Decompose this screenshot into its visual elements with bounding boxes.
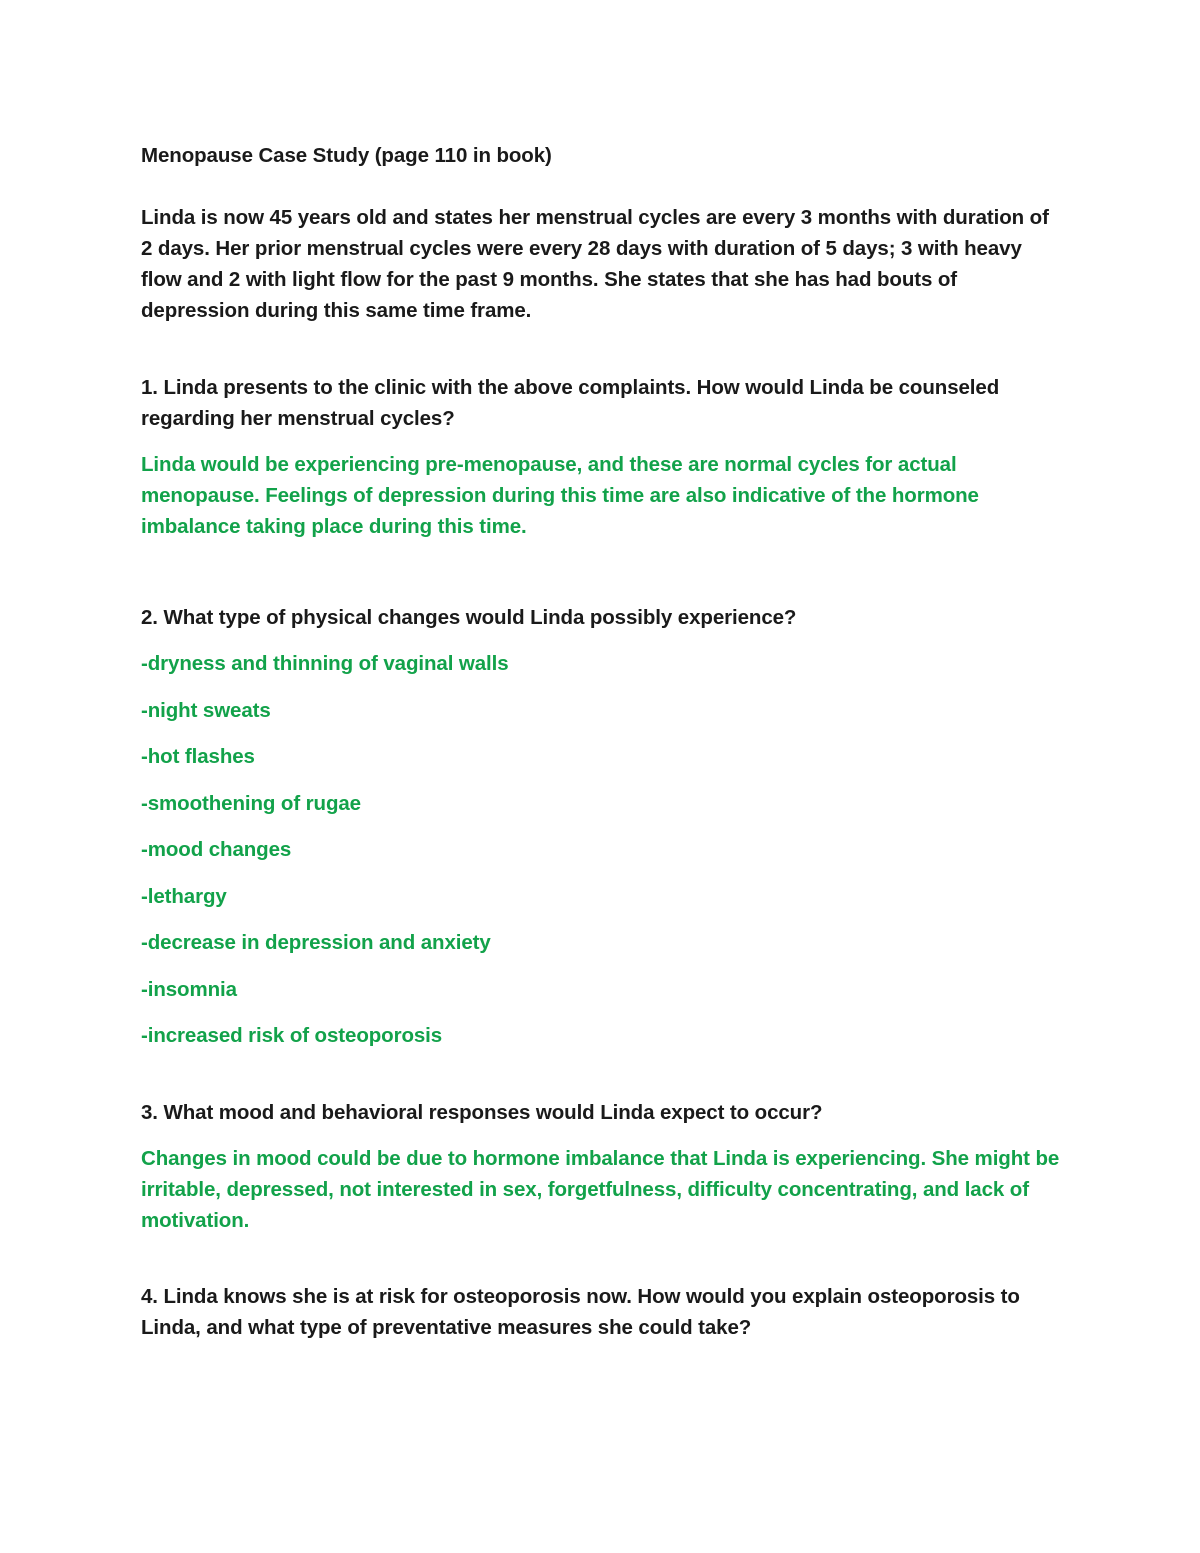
case-intro: Linda is now 45 years old and states her menstrual cycles are every 3 months with duration of 2 days. Her prior menstrual cycles were every 28 days with duration of 5 days; 3 with heavy flow and 2 with light flow for the past 9 months. She states that she has had bouts of depression during this same time frame. <box>141 206 1049 322</box>
document-body <box>141 140 1061 1358</box>
answer-2-item: -dryness and thinning of vaginal walls <box>141 652 509 675</box>
question-3: 3. What mood and behavioral responses would Linda expect to occur? <box>141 1101 823 1124</box>
answer-2-item: -increased risk of osteoporosis <box>141 1024 443 1047</box>
answer-2-item: -night sweats <box>141 698 271 722</box>
answer-2-item: -mood changes <box>141 838 292 861</box>
answer-2-item: -decrease in depression and anxiety <box>141 931 491 954</box>
answer-2-item: -insomnia <box>141 977 237 1001</box>
answer-2-item: -hot flashes <box>141 745 255 768</box>
answer-2-item: -lethargy <box>141 884 227 908</box>
question-4: 4. Linda knows she is at risk for osteoporosis now. How would you explain osteoporosis to Linda, and what type of preventative measures she could take? <box>141 1285 1020 1339</box>
document-title: Menopause Case Study (page 110 in book) <box>141 144 552 167</box>
answer-2-item: -smoothening of rugae <box>141 791 361 815</box>
answer-3: Changes in mood could be due to hormone imbalance that Linda is experiencing. She might be irritable, depressed, not interested in sex, forgetfulness, difficulty concentrating, and lack of motivation. <box>141 1147 1060 1232</box>
question-1: 1. Linda presents to the clinic with the above complaints. How would Linda be counseled regarding her menstrual cycles? <box>141 376 1000 430</box>
question-2: 2. What type of physical changes would Linda possibly experience? <box>141 606 797 629</box>
answer-1: Linda would be experiencing pre-menopause, and these are normal cycles for actual menopause. Feelings of depression during this time are also indicative of the hormone imbalance taking place during this time. <box>141 453 979 538</box>
